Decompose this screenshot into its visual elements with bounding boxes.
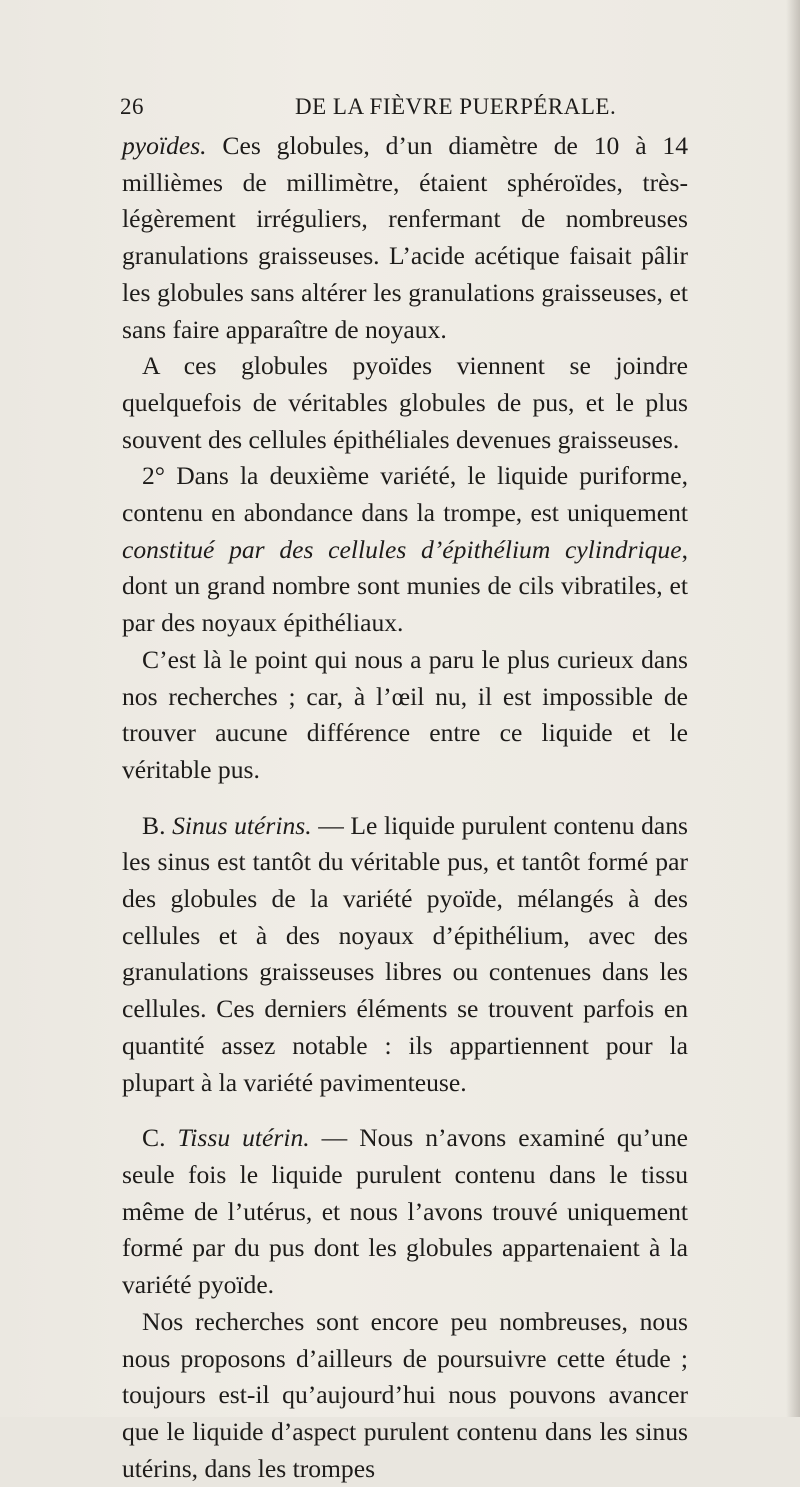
paragraph-3-italic: constitué par des cellules d’épithélium cylindrique: [122, 534, 682, 564]
paragraph-3-text-after: , dont un grand nombre sont munies de cils vibratiles, et par des noyaux épithéliaux.: [122, 534, 688, 638]
section-b-letter: B.: [142, 810, 166, 840]
paragraph-5: [122, 808, 688, 1102]
section-b-heading: Sinus utérins.: [172, 810, 312, 840]
paragraph-6-text: — Nous n’avons examiné qu’une seule fois le liquide purulent contenu dans le tissu même de l’utérus, et nous l’avons trouvé uniquement formé par du pus dont les globules appartenaient à la variété pyoïde.: [122, 1123, 688, 1300]
body-text: [122, 128, 688, 1487]
section-c-letter: C.: [142, 1123, 166, 1153]
paragraph-4: [122, 642, 688, 789]
paragraph-2-text: A ces globules pyoïdes viennent se joindre quelquefois de véritables globules de pus, et le plus souvent des cellules épithéliales devenues graisseuses.: [122, 351, 688, 454]
running-title: DE LA FIÈVRE PUERPÉRALE.: [295, 94, 617, 119]
paragraph-7: [122, 1304, 688, 1487]
paragraph-3: [122, 458, 688, 642]
page-edge-shadow: [786, 0, 800, 1417]
paragraph-1-italic: pyoïdes.: [122, 131, 207, 160]
section-c-heading: Tissu utérin.: [177, 1123, 310, 1153]
paragraph-4-text: C’est là le point qui nous a paru le plus curieux dans nos recherches ; car, à l’œil nu, il est impossible de trouver aucune différence entre ce liquide et le véritable pus.: [122, 644, 688, 784]
paragraph-1-text: Ces globules, d’un diamètre de 10 à 14 millièmes de millimètre, étaient sphéroïdes, très-légèrement irréguliers, renfermant de nombreuses granulations graisseuses. L’acide acétique faisait pâlir les globules sans altérer les granulations graisseuses, et sans faire apparaître de noyaux.: [122, 131, 688, 344]
paragraph-1: [122, 128, 688, 348]
paragraph-2: [122, 348, 688, 458]
page-header: [120, 94, 680, 126]
paragraph-7-text: Nos recherches sont encore peu nombreuses, nous nous proposons d’ailleurs de poursuivre cette étude ; toujours est-il qu’aujourd’hui nous pouvons avancer que le liquide d’aspect purulent contenu dans les sinus utérins, dans les trompes: [122, 1306, 688, 1483]
page-number: 26: [120, 94, 144, 119]
paragraph-3-text-before: 2° Dans la deuxième variété, le liquide puriforme, contenu en abondance dans la trompe, est uniquement: [122, 461, 688, 528]
paragraph-5-text: — Le liquide purulent contenu dans les sinus est tantôt du véritable pus, et tantôt formé par des globules de la variété pyoïde, mélangés à des cellules et à des noyaux d’épithélium, avec des granulations graisseuses libres ou contenues dans les cellules. Ces derniers éléments se trouvent parfois en quantité assez notable : ils appartiennent pour la plupart à la variété pavimenteuse.: [122, 810, 688, 1097]
paragraph-6: [122, 1120, 688, 1304]
